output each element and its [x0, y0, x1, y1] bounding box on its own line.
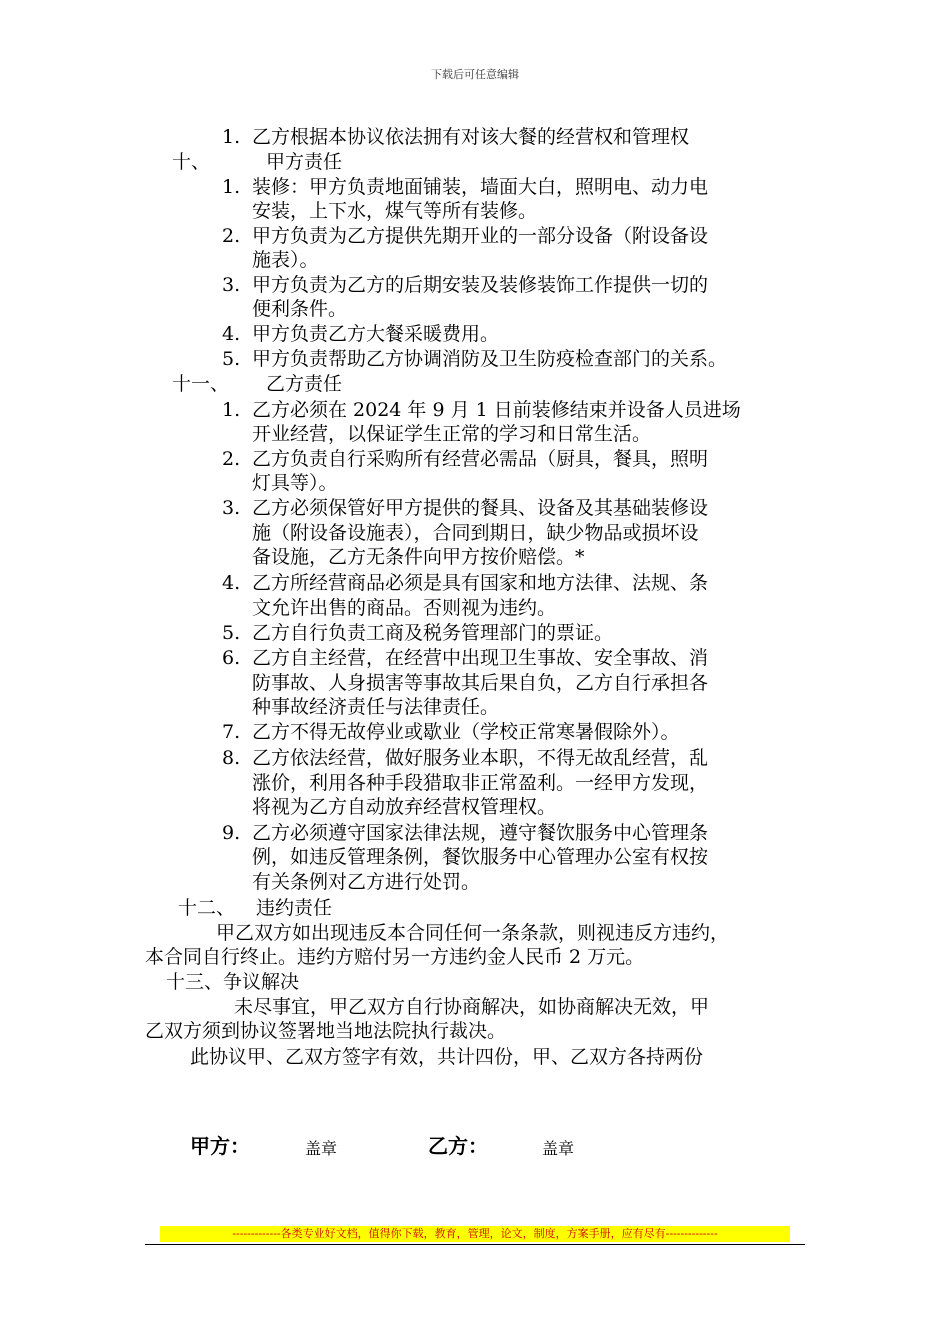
list-item-text: 开业经营，以保证学生正常的学习和日常生活。 — [252, 423, 652, 445]
list-item-text: 乙方所经营商品必须是具有国家和地方法律、法规、条 — [252, 572, 709, 594]
paragraph-line: 此协议甲、乙双方签字有效，共计四份，甲、乙双方各持两份 — [190, 1046, 704, 1068]
list-item-text: 将视为乙方自动放弃经营权管理权。 — [252, 796, 557, 818]
list-item-text: 装修：甲方负责地面铺装，墙面大白，照明电、动力电 — [252, 176, 709, 198]
list-item-text: 施（附设备设施表），合同到期日，缺少物品或损坏设 — [252, 522, 699, 544]
list-item-text: 甲方负责为乙方提供先期开业的一部分设备（附设备设 — [252, 225, 709, 247]
list-number: 1. — [222, 126, 241, 148]
section-number: 十二、 — [178, 897, 236, 919]
list-item-text: 乙方负责自行采购所有经营必需品（厨具，餐具，照明 — [252, 448, 709, 470]
party-a-label: 甲方： — [190, 1134, 250, 1158]
list-number: 1. — [222, 399, 241, 421]
list-number: 2. — [222, 448, 241, 470]
list-number: 2. — [222, 225, 241, 247]
footer-banner: -------------各类专业好文档，值得你下载，教育，管理，论文，制度，方案手册，应有尽有-------------- — [160, 1226, 790, 1242]
list-item-text: 施表）。 — [252, 249, 319, 271]
list-number: 4. — [222, 572, 241, 594]
list-item-text: 涨价，利用各种手段猎取非正常盈利。一经甲方发现， — [252, 772, 709, 794]
list-item-text: 便利条件。 — [252, 298, 348, 320]
list-item-text: 乙方必须在 2024 年 9 月 1 日前装修结束并设备人员进场 — [252, 399, 741, 421]
party-a-seal: 盖章 — [305, 1139, 338, 1158]
list-number: 3. — [222, 274, 241, 296]
list-number: 1. — [222, 176, 241, 198]
list-number: 8. — [222, 747, 241, 769]
list-item-text: 乙方必须遵守国家法律法规，遵守餐饮服务中心管理条 — [252, 822, 709, 844]
list-item-text: 有关条例对乙方进行处罚。 — [252, 871, 481, 893]
list-item-text: 乙方依法经营，做好服务业本职，不得无故乱经营，乱 — [252, 747, 709, 769]
list-number: 5. — [222, 622, 241, 644]
paragraph-line: 未尽事宜，甲乙双方自行协商解决，如协商解决无效，甲 — [234, 996, 710, 1018]
list-item-text: 乙方自主经营，在经营中出现卫生事故、安全事故、消 — [252, 647, 709, 669]
section-heading: 十三、争议解决 — [166, 971, 300, 993]
list-item-text: 甲方负责为乙方的后期安装及装修装饰工作提供一切的 — [252, 274, 709, 296]
list-item-text: 文允许出售的商品。否则视为违约。 — [252, 597, 557, 619]
list-number: 9. — [222, 822, 241, 844]
list-item-text: 甲方负责帮助乙方协调消防及卫生防疫检查部门的关系。 — [252, 348, 728, 370]
list-number: 4. — [222, 323, 241, 345]
party-b-seal: 盖章 — [542, 1139, 575, 1158]
section-heading: 乙方责任 — [266, 373, 343, 395]
list-item-text: 防事故、人身损害等事故其后果自负，乙方自行承担各 — [252, 672, 709, 694]
section-number: 十一、 — [172, 373, 230, 395]
paragraph-line: 甲乙双方如出现违反本合同任何一条条款，则视违反方违约， — [216, 922, 730, 944]
list-item-text: 种事故经济责任与法律责任。 — [252, 696, 500, 718]
list-item-text: 例，如违反管理条例，餐饮服务中心管理办公室有权按 — [252, 846, 709, 868]
list-item-text: 灯具等）。 — [252, 472, 338, 494]
section-number: 十、 — [172, 151, 211, 173]
list-item-text: 乙方必须保管好甲方提供的餐具、设备及其基础装修设 — [252, 497, 709, 519]
list-item-text: 乙方根据本协议依法拥有对该大餐的经营权和管理权 — [252, 126, 690, 148]
list-item-text: 安装，上下水，煤气等所有装修。 — [252, 200, 538, 222]
list-item-text: 甲方负责乙方大餐采暖费用。 — [252, 323, 500, 345]
party-b-label: 乙方： — [428, 1134, 488, 1158]
paragraph-line: 本合同自行终止。违约方赔付另一方违约金人民币 2 万元。 — [145, 946, 645, 968]
paragraph-line: 乙双方须到协议签署地当地法院执行裁决。 — [145, 1020, 507, 1042]
list-number: 7. — [222, 721, 241, 743]
list-number: 5. — [222, 348, 241, 370]
header-note: 下载后可任意编辑 — [431, 68, 519, 81]
list-number: 3. — [222, 497, 241, 519]
section-heading: 违约责任 — [256, 897, 333, 919]
footer-divider — [145, 1244, 805, 1245]
list-number: 6. — [222, 647, 241, 669]
section-heading: 甲方责任 — [266, 151, 343, 173]
list-item-text: 备设施，乙方无条件向甲方按价赔偿。* — [252, 546, 585, 568]
list-item-text: 乙方自行负责工商及税务管理部门的票证。 — [252, 622, 614, 644]
list-item-text: 乙方不得无故停业或歇业（学校正常寒暑假除外）。 — [252, 721, 680, 743]
